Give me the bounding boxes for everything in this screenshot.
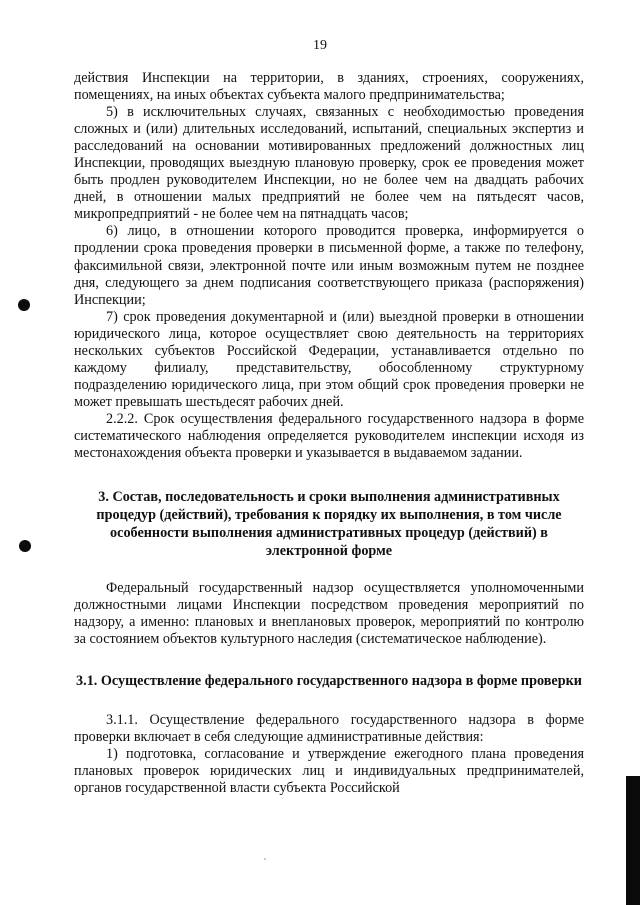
paragraph: Федеральный государственный надзор осуществляется уполномоченными должностными лицами Инспекции посредством проведения мероприятий по надзору, а именно: плановых и внеплановых проверок, мероприятий по контролю за состоянием объектов культурного наследия (систематическое наблюдение).: [74, 580, 584, 648]
document-body: [74, 70, 584, 798]
paragraph: действия Инспекции на территории, в зданиях, строениях, сооружениях, помещениях, на иных объектах субъекта малого предпринимательства;: [74, 70, 584, 104]
punch-hole-mark: [18, 299, 30, 311]
paragraph: 7) срок проведения документарной и (или) выездной проверки в отношении юридического лица, которое осуществляет свою деятельность на территориях нескольких субъектов Российской Федерации, устанавливается отдельно по каждому филиалу, представительству, обособленному структурному подразделению юридического лица, при этом общий срок проведения проверки не может превышать шестьдесят рабочих дней.: [74, 308, 584, 410]
subsection-heading: 3.1. Осуществление федерального государственного надзора в форме проверки: [76, 673, 582, 690]
paragraph: 3.1.1. Осуществление федерального государственного надзора в форме проверки включает в себя следующие административные действия:: [74, 712, 584, 746]
page-number: 19: [313, 38, 327, 53]
scan-speck: [264, 858, 266, 860]
scan-edge-mark: [626, 776, 640, 905]
punch-hole-mark: [19, 540, 31, 552]
paragraph: 5) в исключительных случаях, связанных с необходимостью проведения сложных и (или) длительных исследований, испытаний, специальных экспертиз и расследований на основании мотивированных предложений должностных лиц Инспекции, проводящих выездную плановую проверку, срок ее проведения может быть продлен руководителем Инспекции, но не более чем на двадцать рабочих дней, в отношении малых предприятий не более чем на пятьдесят часов, микропредприятий - не более чем на пятнадцать часов;: [74, 104, 584, 223]
paragraph: 6) лицо, в отношении которого проводится проверка, информируется о продлении срока проведения проверки в письменной форме, а также по телефону, факсимильной связи, электронной почте или иным возможным путем не позднее дня, следующего за днем подписания соответствующего приказа (распоряжения) Инспекции;: [74, 223, 584, 308]
section-heading: 3. Состав, последовательность и сроки выполнения административных процедур (действий), требования к порядку их выполнения, в том числе особенности выполнения административных процедур (действий) в электронной форме: [96, 489, 562, 560]
paragraph: 2.2.2. Срок осуществления федерального государственного надзора в форме систематического наблюдения определяется руководителем инспекции исходя из местонахождения объекта проверки и указывается в выдаваемом задании.: [74, 410, 584, 462]
paragraph: 1) подготовка, согласование и утверждение ежегодного плана проведения плановых проверок юридических лиц и индивидуальных предпринимателей, органов государственной власти субъекта Российской: [74, 746, 584, 797]
spacer: [74, 560, 584, 580]
